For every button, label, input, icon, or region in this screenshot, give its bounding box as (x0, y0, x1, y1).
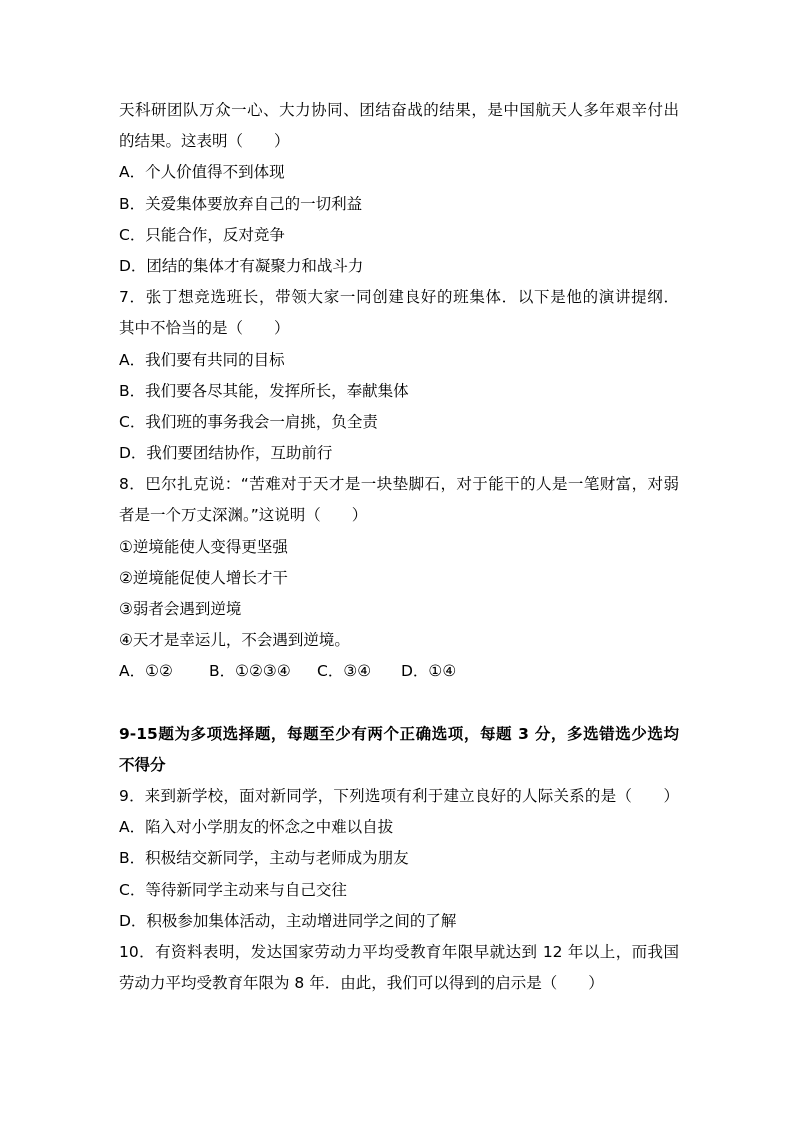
question-8-statement-3: ③弱者会遇到逆境 (119, 600, 242, 618)
section-heading (119, 719, 679, 781)
exam-page (119, 95, 679, 999)
question-9-option-b: B．积极结交新同学，主动与老师成为朋友 (119, 849, 409, 868)
section-heading-line-1: 9-15题为多项选择题，每题至少有两个正确选项，每题 3 分，多选错选少选均 (119, 724, 679, 743)
question-9 (119, 781, 679, 937)
question-8-stem-line-1: 8．巴尔扎克说：“苦难对于天才是一块垫脚石，对于能干的人是一笔财富，对弱 (119, 475, 679, 494)
question-8 (119, 469, 679, 687)
question-6-stem-line-1: 天科研团队万众一心、大力协同、团结奋战的结果，是中国航天人多年艰辛付出 (119, 101, 679, 119)
question-10 (119, 937, 679, 999)
question-8-options (119, 656, 679, 687)
question-6 (119, 95, 679, 282)
question-8-statement-2: ②逆境能促使人增长才干 (119, 568, 288, 587)
question-8-stem-line-2: 者是一个万丈深渊。”这说明（ ） (119, 506, 368, 525)
question-7-stem-line-2: 其中不恰当的是（ ） (119, 319, 290, 338)
question-8-statement-1: ①逆境能使人变得更坚强 (119, 537, 288, 556)
question-8-option-b: B．①②③④ (209, 662, 291, 681)
question-10-stem-line-1: 10．有资料表明，发达国家劳动力平均受教育年限早就达到 12 年以上，而我国 (119, 942, 679, 961)
question-9-option-d: D．积极参加集体活动，主动增进同学之间的了解 (119, 911, 457, 930)
question-8-statement-4: ④天才是幸运儿，不会遇到逆境。 (119, 631, 350, 650)
question-6-stem-line-2: 的结果。这表明（ ） (119, 132, 290, 151)
question-6-option-d: D．团结的集体才有凝聚力和战斗力 (119, 256, 364, 275)
question-7-option-b: B．我们要各尽其能，发挥所长，奉献集体 (119, 381, 409, 400)
question-8-option-a: A．①② (119, 662, 173, 681)
question-8-option-d: D．①④ (401, 662, 457, 681)
question-8-option-c: C．③④ (317, 662, 372, 681)
question-6-option-a: A．个人价值得不到体现 (119, 163, 285, 182)
question-9-option-a: A．陷入对小学朋友的怀念之中难以自拔 (119, 818, 394, 837)
question-7 (119, 282, 679, 469)
question-9-option-c: C．等待新同学主动来与自己交往 (119, 880, 347, 899)
question-7-option-d: D．我们要团结协作，互助前行 (119, 444, 333, 463)
question-7-option-a: A．我们要有共同的目标 (119, 350, 285, 369)
question-10-stem-line-2: 劳动力平均受教育年限为 8 年．由此，我们可以得到的启示是（ ） (119, 974, 604, 993)
question-7-option-c: C．我们班的事务我会一肩挑，负全责 (119, 412, 378, 431)
question-6-option-c: C．只能合作，反对竞争 (119, 225, 285, 244)
section-spacer (119, 688, 679, 719)
question-7-stem-line-1: 7．张丁想竞选班长，带领大家一同创建良好的班集体．以下是他的演讲提纲． (119, 288, 679, 307)
question-6-option-b: B．关爱集体要放弃自己的一切利益 (119, 194, 363, 213)
question-9-stem: 9．来到新学校，面对新同学，下列选项有利于建立良好的人际关系的是（ ） (119, 786, 679, 805)
section-heading-line-2: 不得分 (119, 755, 166, 774)
